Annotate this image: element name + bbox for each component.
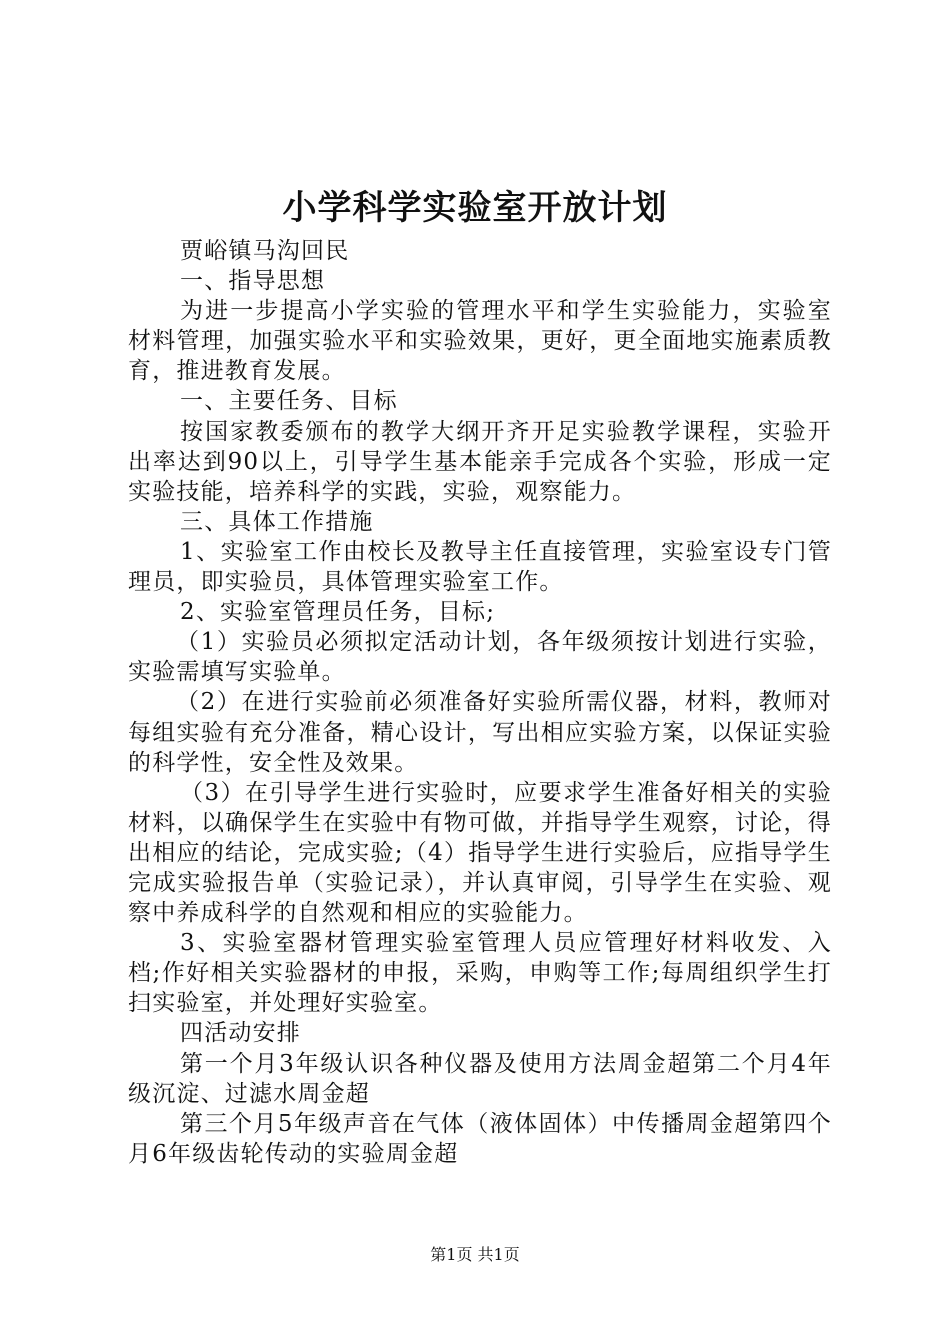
page-number: 第1页 共1页 — [430, 1245, 520, 1264]
paragraph-measure-2: 2、实验室管理员任务，目标; — [180, 599, 496, 626]
section-heading-guiding-idea: 一、指导思想 — [180, 268, 326, 295]
section-heading-measures: 三、具体工作措施 — [180, 508, 374, 535]
section-heading-tasks: 一、主要任务、目标 — [180, 388, 398, 415]
document-title: 小学科学实验室开放计划 — [282, 188, 668, 228]
paragraph-measure-1: 1、实验室工作由校长及教导主任直接管理，实验室设专门管理员，即实验员，具体管理实验室工作。 — [128, 538, 832, 596]
paragraph-activities-1: 第一个月3年级认识各种仪器及使用方法周金超第二个月4年级沉淀、过滤水周金超 — [128, 1050, 832, 1107]
paragraph-measure-3: 3、实验室器材管理实验室管理人员应管理好材料收发、入档;作好相关实验器材的申报，采购，申购等工作;每周组织学生打扫实验室，并处理好实验室。 — [128, 930, 832, 1017]
document-body — [128, 236, 832, 1169]
section-heading-activities: 四活动安排 — [180, 1020, 301, 1047]
paragraph-activities-2: 第三个月5年级声音在气体（液体固体）中传播周金超第四个月6年级齿轮传动的实验周金超 — [128, 1110, 832, 1167]
paragraph-measure-2-item-2: （2）在进行实验前必须准备好实验所需仪器，材料，教师对每组实验有充分准备，精心设计，写出相应实验方案，以保证实验的科学性，安全性及效果。 — [128, 689, 832, 776]
author-line: 贾峪镇马沟回民 — [180, 238, 350, 264]
paragraph-tasks: 按国家教委颁布的教学大纲开齐开足实验教学课程，实验开出率达到90以上，引导学生基本能亲手完成各个实验，形成一定实验技能，培养科学的实践，实验，观察能力。 — [128, 418, 832, 505]
paragraph-guiding-idea: 为进一步提高小学实验的管理水平和学生实验能力，实验室材料管理，加强实验水平和实验效果，更好，更全面地实施素质教育，推进教育发展。 — [128, 298, 832, 385]
paragraph-measure-2-item-1: （1）实验员必须拟定活动计划，各年级须按计划进行实验，实验需填写实验单。 — [128, 629, 832, 686]
paragraph-measure-2-item-3-4: （3）在引导学生进行实验时，应要求学生准备好相关的实验材料，以确保学生在实验中有物可做，并指导学生观察，讨论，得出相应的结论，完成实验;（4）指导学生进行实验后，应指导学生完成实验报告单（实验记录），并认真审阅，引导学生在实验、观察中养成科学的自然观和相应的实验能力。 — [128, 779, 832, 927]
